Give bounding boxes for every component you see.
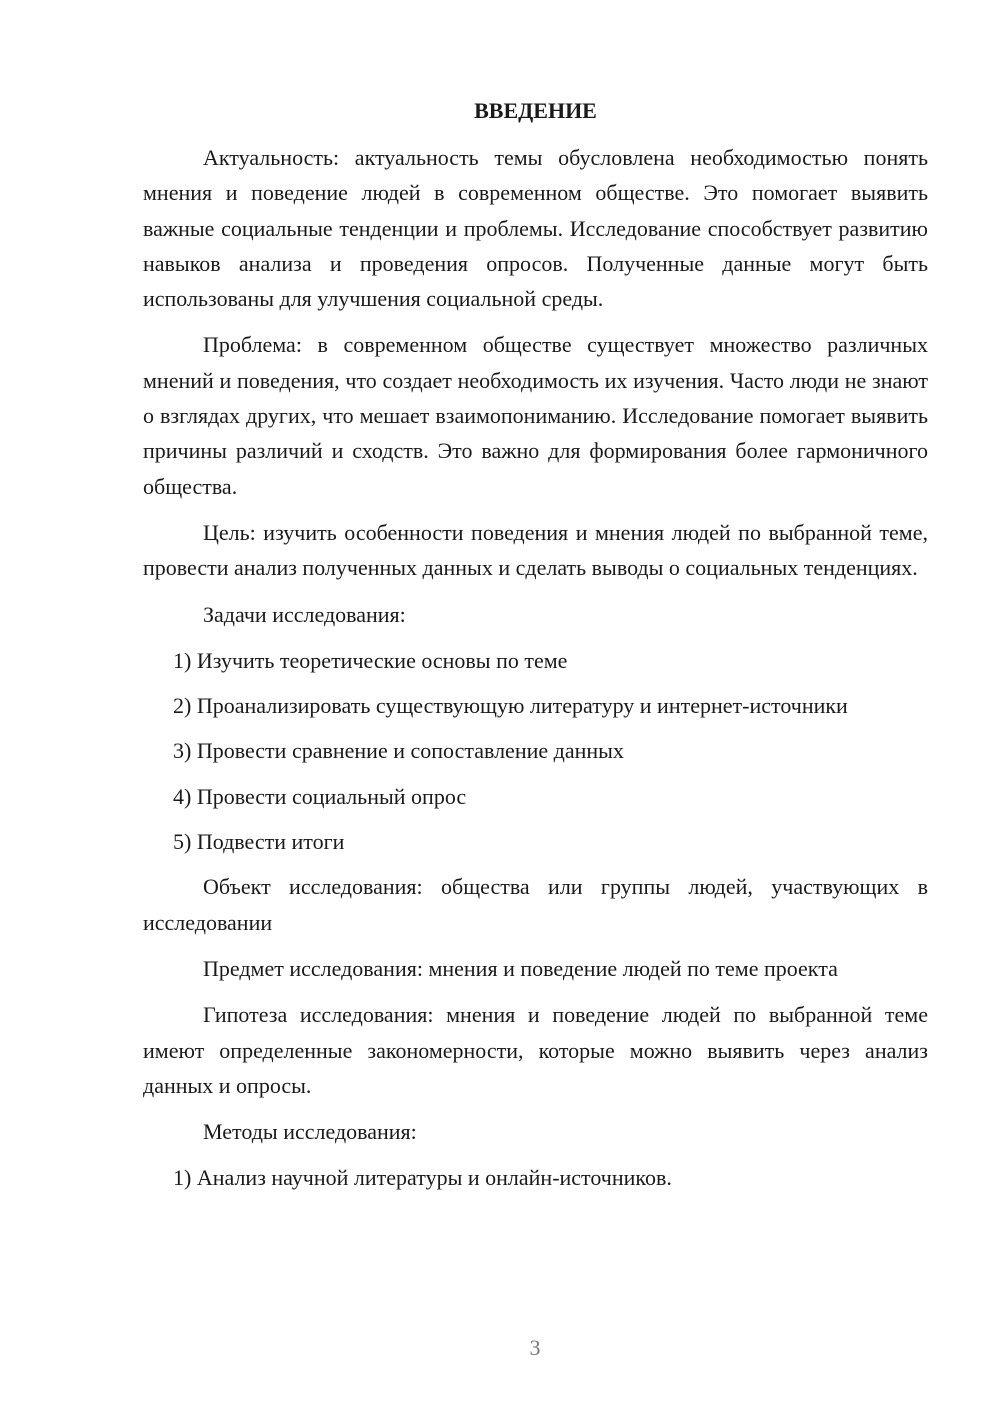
methods-heading: Методы исследования: — [203, 1119, 417, 1145]
relevance-paragraph: Актуальность: актуальность темы обусловлена необходимостью понять мнения и поведение людей в современном обществе. Это помогает выявить важные социальные тенденции и проблемы. Исследование способствует развитию навыков анализа и проведения опросов. Полученные данные могут быть использованы для улучшения социальной среды. — [143, 145, 928, 312]
page-content — [143, 96, 928, 1206]
task-item-3: 3) Провести сравнение и сопоставление данных — [173, 738, 624, 764]
goal-paragraph: Цель: изучить особенности поведения и мнения людей по выбранной теме, провести анализ полученных данных и сделать выводы о социальных тенденциях. — [143, 519, 928, 581]
tasks-heading: Задачи исследования: — [203, 601, 406, 627]
object-paragraph: Объект исследования: общества или группы людей, участвующих в исследовании — [143, 874, 928, 935]
problem-paragraph: Проблема: в современном обществе существует множество различных мнений и поведения, что создает необходимость их изучения. Часто люди не знают о взглядах других, что мешает взаимопониманию. Исследование помогает выявить причины различий и сходств. Это важно для формирования более гармоничного общества. — [143, 332, 928, 499]
page-title: ВВЕДЕНИЕ — [474, 98, 597, 123]
subject-paragraph: Предмет исследования: мнения и поведение людей по теме проекта — [203, 955, 838, 981]
task-item-2: 2) Проанализировать существующую литературу и интернет-источники — [173, 693, 848, 719]
task-item-4: 4) Провести социальный опрос — [173, 783, 467, 809]
page-number: 3 — [529, 1335, 541, 1360]
hypothesis-paragraph: Гипотеза исследования: мнения и поведение людей по выбранной теме имеют определенные закономерности, которые можно выявить через анализ данных и опросы. — [143, 1002, 928, 1098]
task-item-1: 1) Изучить теоретические основы по теме — [173, 647, 568, 673]
method-item-1: 1) Анализ научной литературы и онлайн-источников. — [173, 1165, 672, 1191]
task-item-5: 5) Подвести итоги — [173, 829, 345, 855]
